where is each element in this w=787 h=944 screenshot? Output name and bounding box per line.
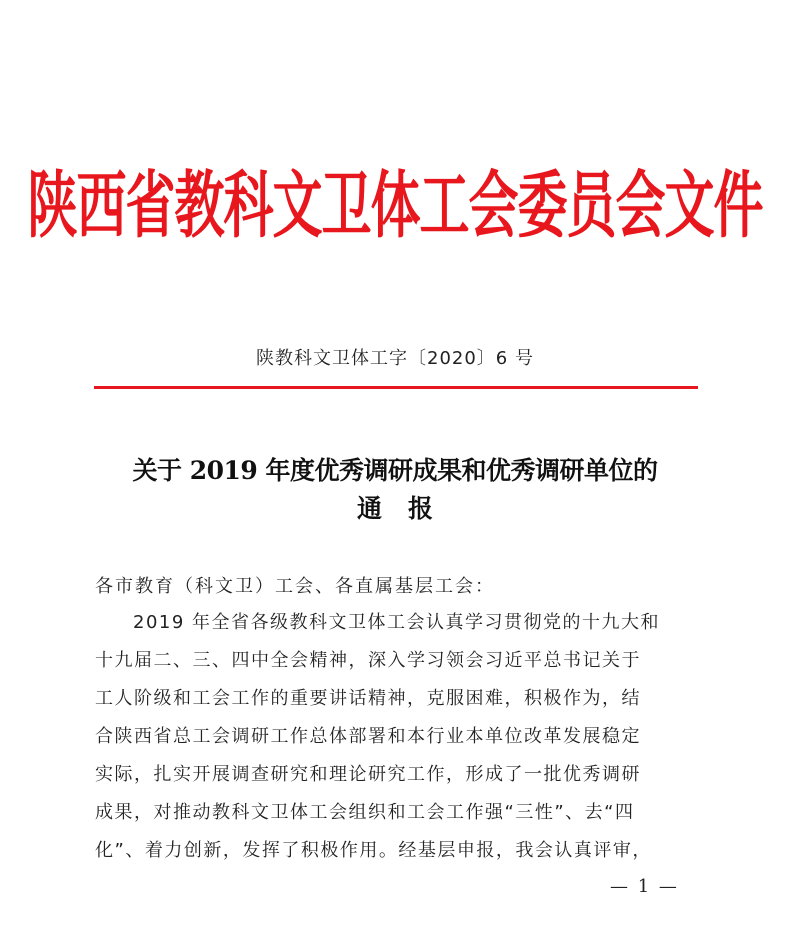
body-line: 工人阶级和工会工作的重要讲话精神，克服困难，积极作为，结 (95, 688, 641, 709)
issuing-authority-title: 陕西省教科文卫体工会委员会文件 (27, 162, 763, 248)
document-number: 陕教科文卫体工字〔2020〕6 号 (256, 348, 534, 369)
body-line: 合陕西省总工会调研工作总体部署和本行业本单位改革发展稳定 (95, 726, 641, 747)
body-paragraph (95, 604, 699, 870)
body-line: 成果，对推动教科文卫体工会组织和工会工作强“三性”、去“四 (95, 802, 635, 823)
page-number: — 1 — (610, 876, 679, 897)
salutation: 各市教育（科文卫）工会、各直属基层工会： (95, 576, 495, 597)
notice-title (95, 452, 695, 528)
notice-title-line-1: 关于 2019 年度优秀调研成果和优秀调研单位的 (132, 456, 658, 485)
body-line: 实际，扎实开展调查研究和理论研究工作，形成了一批优秀调研 (95, 764, 641, 785)
body-line: 2019 年全省各级教科文卫体工会认真学习贯彻党的十九大和 (133, 612, 661, 633)
red-divider-line (94, 386, 698, 389)
notice-title-line-2: 通报 (356, 494, 459, 523)
body-line: 化”、着力创新，发挥了积极作用。经基层申报，我会认真评审， (95, 840, 652, 861)
body-line: 十九届二、三、四中全会精神，深入学习领会习近平总书记关于 (95, 650, 641, 671)
